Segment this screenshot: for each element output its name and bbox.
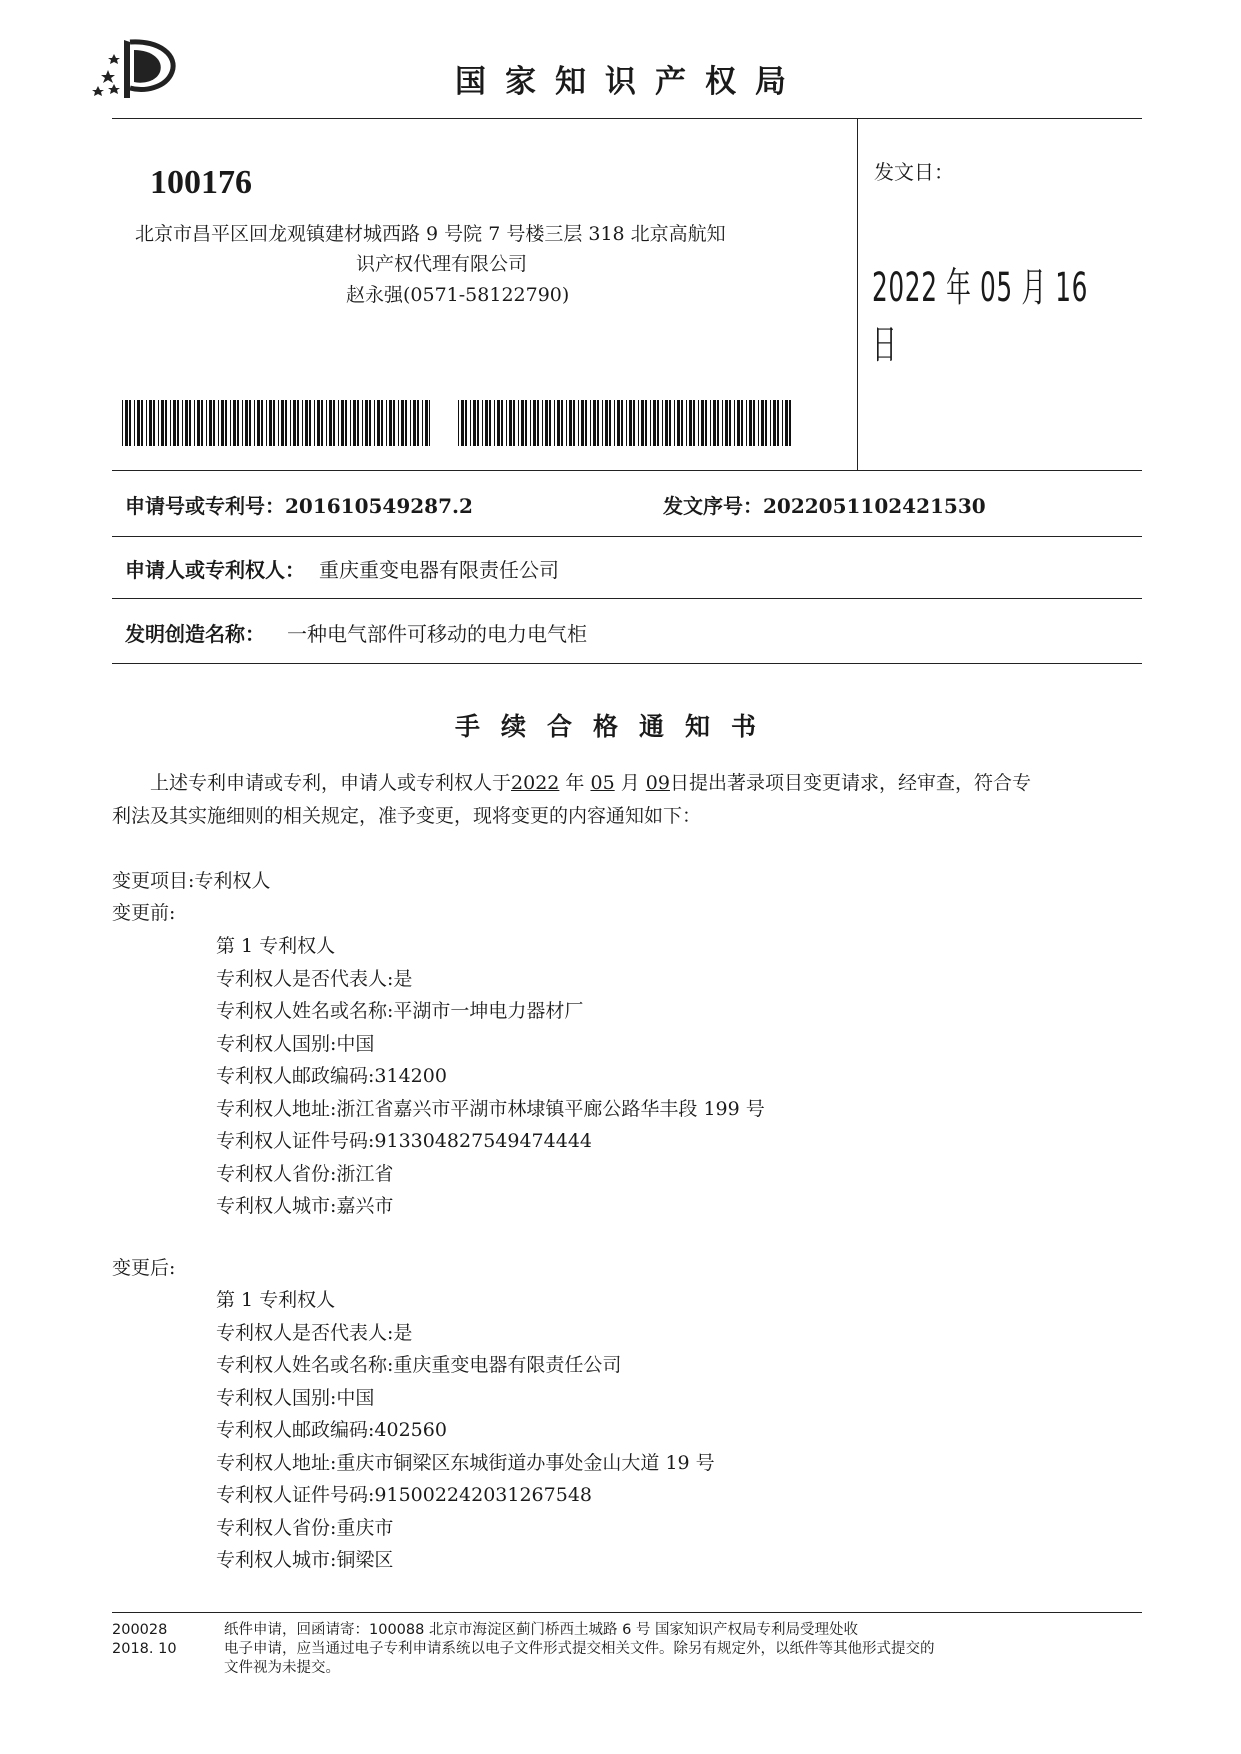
detail-line: 专利权人证件号码:91500224203126754​8: [216, 1484, 592, 1506]
barcode-bar: [329, 400, 332, 446]
barcode-bar: [194, 400, 195, 446]
barcode-bar: [213, 400, 215, 446]
barcode-bar: [197, 400, 200, 446]
application-number-label: 申请号或专利号：: [125, 494, 285, 518]
barcode-bar: [617, 400, 620, 446]
barcode-bar: [650, 400, 651, 446]
detail-line: 专利权人姓名或名称:重庆重变电器有限责任公司: [216, 1354, 622, 1376]
barcode-bar: [561, 400, 563, 446]
barcode-bar: [573, 400, 575, 446]
barcode-bar: [473, 400, 476, 446]
barcode-bar: [125, 400, 128, 446]
barcode-bar: [609, 400, 611, 446]
application-number-row: [125, 490, 473, 519]
barcode-bar: [302, 400, 303, 446]
detail-line: 第 1 专利权人: [216, 935, 336, 957]
detail-line: 专利权人省份:重庆市: [216, 1516, 394, 1539]
footer-line1: 纸件申请，回函请寄：100088 北京市海淀区蓟门桥西土城路 6 号 国家知识产权局专利局受理处收: [224, 1622, 859, 1638]
notice-title: 手续合格通知书: [455, 712, 778, 741]
recipient-address-line1: 北京市昌平区回龙观镇建材城西路 9 号院 7 号楼三层 318 北京高航知: [135, 223, 726, 245]
barcode-bar: [158, 400, 159, 446]
request-day: 09: [645, 772, 670, 794]
barcode-bar: [417, 400, 419, 446]
barcode-bar: [189, 400, 191, 446]
barcode-bar: [741, 400, 743, 446]
barcode-bar: [146, 400, 147, 446]
barcode-bar: [710, 400, 711, 446]
barcode-bar: [321, 400, 323, 446]
barcode-bar: [545, 400, 548, 446]
detail-line: 专利权人地址:浙江省嘉兴市平湖市林埭镇平廊公路华丰段 199 号: [216, 1097, 765, 1120]
barcode-bar: [506, 400, 507, 446]
form-version: 2018. 10: [112, 1641, 177, 1657]
divider: [857, 118, 858, 470]
barcode-bar: [621, 400, 623, 446]
barcode-bar: [206, 400, 207, 446]
barcode-bar: [513, 400, 515, 446]
barcode-bar: [765, 400, 767, 446]
barcode-bar: [422, 400, 423, 446]
barcode-bar: [777, 400, 779, 446]
barcode-bar: [761, 400, 764, 446]
barcode-bar: [362, 400, 363, 446]
barcode-bar: [353, 400, 356, 446]
detail-line: 专利权人证件号码:913304827549474444: [216, 1130, 592, 1152]
barcode-bar: [746, 400, 747, 446]
barcode-bar: [713, 400, 716, 446]
detail-line: 专利权人邮政编码:314200: [216, 1065, 447, 1087]
barcode-bar: [497, 400, 500, 446]
barcode-bar: [309, 400, 311, 446]
barcode-bar: [278, 400, 279, 446]
barcode-bar: [674, 400, 675, 446]
applicant-name: 重庆重变电器有限责任公司: [319, 558, 559, 582]
barcode-bar: [297, 400, 299, 446]
barcode-bar: [722, 400, 723, 446]
detail-line: 专利权人地址:重庆市铜梁区东城街道办事处金山大道 19 号: [216, 1451, 715, 1474]
barcode-bar: [530, 400, 531, 446]
barcode-bar: [161, 400, 164, 446]
barcode-bar: [245, 400, 248, 446]
barcode-bar: [221, 400, 224, 446]
barcode-bar: [293, 400, 296, 446]
recipient-contact: 赵永强(0571-58122790): [346, 284, 570, 306]
barcode-bar: [429, 400, 430, 446]
barcode-bar: [614, 400, 615, 446]
before-label: 变更前:: [112, 902, 176, 924]
barcode-bar: [698, 400, 699, 446]
barcode-bar: [317, 400, 320, 446]
barcode-bar: [554, 400, 555, 446]
barcode-bar: [122, 400, 123, 446]
month-unit: 月: [620, 772, 640, 794]
barcode-bar: [645, 400, 647, 446]
barcode-bar: [501, 400, 503, 446]
barcode-bar: [753, 400, 755, 446]
barcode-bar: [578, 400, 579, 446]
barcode-bar: [398, 400, 399, 446]
barcode-bar: [566, 400, 567, 446]
barcode-bar: [261, 400, 263, 446]
issue-date-label: 发文日：: [874, 160, 954, 184]
barcode-bar: [341, 400, 344, 446]
invention-title: 一种电气部件可移动的电力电气柜: [287, 622, 587, 646]
cnipa-emblem: [90, 30, 185, 100]
barcode-bar: [393, 400, 395, 446]
form-code: 200028: [112, 1622, 168, 1638]
barcode-bar: [149, 400, 152, 446]
request-month: 05: [590, 772, 615, 794]
barcode-bar: [785, 400, 788, 446]
barcode-bar: [693, 400, 695, 446]
invention-label: 发明创造名称：: [125, 622, 265, 646]
barcode-bar: [141, 400, 143, 446]
barcode-bar: [686, 400, 687, 446]
barcode-bar: [633, 400, 635, 446]
barcode-bar: [657, 400, 659, 446]
change-item: 变更项目:专利权人: [112, 870, 271, 892]
barcode-bar: [602, 400, 603, 446]
barcode-bar: [401, 400, 404, 446]
barcode-bar: [129, 400, 131, 446]
barcode-bar: [521, 400, 524, 446]
barcode-bar: [749, 400, 752, 446]
divider: [112, 598, 1142, 599]
barcode-bar: [758, 400, 759, 446]
after-label: 变更后:: [112, 1257, 176, 1279]
barcode-bar: [729, 400, 731, 446]
barcode-bar: [242, 400, 243, 446]
barcode-bar: [314, 400, 315, 446]
barcode-bar: [465, 400, 467, 446]
barcode-bar: [470, 400, 471, 446]
barcode-bar: [134, 400, 135, 446]
barcode-bar: [225, 400, 227, 446]
barcode-bar: [413, 400, 416, 446]
barcode-bar: [638, 400, 639, 446]
barcode-bar: [593, 400, 596, 446]
barcode-bar: [737, 400, 740, 446]
divider: [112, 470, 1142, 471]
barcode-bar: [218, 400, 219, 446]
barcode-bar: [389, 400, 392, 446]
footer-divider: [112, 1612, 1142, 1613]
detail-line: 专利权人姓名或名称:平湖市一坤电力器材厂: [216, 1000, 584, 1022]
barcode-bar: [482, 400, 483, 446]
barcode-bar: [345, 400, 347, 446]
request-year: 2022: [511, 772, 560, 794]
divider: [112, 118, 1142, 119]
barcode-bar: [585, 400, 587, 446]
barcode-bar: [237, 400, 239, 446]
barcode-bar: [386, 400, 387, 446]
detail-line: 专利权人是否代表人:是: [216, 967, 413, 990]
barcode-bar: [350, 400, 351, 446]
barcode-bar: [701, 400, 704, 446]
barcode-bar: [689, 400, 692, 446]
detail-line: 第 1 专利权人: [216, 1289, 336, 1311]
barcode-bar: [489, 400, 491, 446]
barcode-bar: [365, 400, 368, 446]
barcode-bar: [269, 400, 272, 446]
barcode-bar: [725, 400, 728, 446]
barcode-bar: [597, 400, 599, 446]
barcode-bar: [782, 400, 783, 446]
barcode-bar: [653, 400, 656, 446]
barcode-bar: [165, 400, 167, 446]
detail-line: 专利权人城市:嘉兴市: [216, 1195, 394, 1217]
barcode-bar: [285, 400, 287, 446]
barcode-bar: [477, 400, 479, 446]
barcode-bar: [669, 400, 671, 446]
barcode-bar: [542, 400, 543, 446]
barcode-bar: [185, 400, 188, 446]
serial-number: 2022051102421530: [763, 494, 986, 518]
barcode-bar: [485, 400, 488, 446]
barcode-bar: [557, 400, 560, 446]
barcode-bar: [458, 400, 459, 446]
year-unit: 年: [565, 772, 585, 794]
barcode-bar: [509, 400, 512, 446]
barcode-bar: [137, 400, 140, 446]
barcode-left: [122, 400, 430, 446]
barcode-bar: [377, 400, 380, 446]
barcode-bar: [249, 400, 251, 446]
barcode-bar: [461, 400, 464, 446]
barcode-bar: [681, 400, 683, 446]
barcode-bar: [381, 400, 383, 446]
barcode-bar: [717, 400, 719, 446]
barcode-bar: [590, 400, 591, 446]
barcode-bar: [209, 400, 212, 446]
barcode-bar: [533, 400, 536, 446]
barcode-bar: [201, 400, 203, 446]
recipient-address-line2: 识产权代理有限公司: [356, 253, 528, 275]
footer-line3: 文件视为未提交。: [224, 1660, 340, 1676]
barcode-bar: [773, 400, 776, 446]
applicant-label: 申请人或专利权人：: [125, 558, 305, 582]
barcode-bar: [177, 400, 179, 446]
barcode-right: [458, 400, 792, 446]
barcode-bar: [170, 400, 171, 446]
barcode-bar: [230, 400, 231, 446]
serial-number-row: [663, 490, 986, 519]
postcode: 100176: [150, 164, 252, 201]
barcode-bar: [333, 400, 335, 446]
intro-text: 上述专利申请或专利，申请人或专利权人于: [150, 772, 512, 794]
barcode-bar: [734, 400, 735, 446]
barcode-bar: [518, 400, 519, 446]
barcode-bar: [789, 400, 791, 446]
barcode-bar: [326, 400, 327, 446]
barcode-bar: [273, 400, 275, 446]
barcode-bar: [665, 400, 668, 446]
detail-line: 专利权人是否代表人:是: [216, 1321, 413, 1344]
barcode-bar: [305, 400, 308, 446]
detail-line: 专利权人国别:中国: [216, 1386, 375, 1409]
notice-intro: [112, 767, 1142, 800]
barcode-bar: [233, 400, 236, 446]
detail-line: 专利权人省份:浙江省: [216, 1162, 394, 1185]
issue-date: 2022 年 05 月 16 日: [872, 265, 1089, 368]
detail-line: 专利权人城市:铜梁区: [216, 1549, 394, 1571]
agency-name: 国家知识产权局: [455, 64, 805, 100]
barcode-bar: [549, 400, 551, 446]
intro-text-cont: 日提出著录项目变更请求，经审查，符合专: [669, 772, 1031, 794]
serial-number-label: 发文序号：: [663, 494, 763, 518]
footer-line2: 电子申请，应当通过电子专利申请系统以电子文件形式提交相关文件。除另有规定外，以纸件等其他形式提交的: [224, 1641, 935, 1657]
barcode-bar: [581, 400, 584, 446]
barcode-bar: [405, 400, 407, 446]
barcode-bar: [338, 400, 339, 446]
barcode-bar: [525, 400, 527, 446]
notice-intro-line2: 利法及其实施细则的相关规定，准予变更，现将变更的内容通知如下：: [112, 805, 702, 827]
divider: [112, 663, 1142, 664]
barcode-bar: [357, 400, 359, 446]
application-number: 201610549287.2: [285, 494, 473, 518]
barcode-bar: [770, 400, 771, 446]
barcode-bar: [494, 400, 495, 446]
barcode-bar: [641, 400, 644, 446]
barcode-bar: [626, 400, 627, 446]
barcode-bar: [173, 400, 176, 446]
detail-line: 专利权人邮政编码:402560: [216, 1419, 447, 1441]
barcode-bar: [662, 400, 663, 446]
barcode-bar: [705, 400, 707, 446]
barcode-bar: [537, 400, 539, 446]
barcode-bar: [153, 400, 155, 446]
divider: [112, 536, 1142, 537]
detail-line: 专利权人国别:中国: [216, 1032, 375, 1055]
barcode-bar: [374, 400, 375, 446]
barcode-bar: [629, 400, 632, 446]
barcode-bar: [425, 400, 428, 446]
barcode-bar: [605, 400, 608, 446]
barcode-bar: [257, 400, 260, 446]
barcode-bar: [677, 400, 680, 446]
barcode-bar: [266, 400, 267, 446]
barcode-bar: [369, 400, 371, 446]
barcode-bar: [254, 400, 255, 446]
barcode-bar: [182, 400, 183, 446]
barcode-bar: [290, 400, 291, 446]
barcode-bar: [281, 400, 284, 446]
applicant-row: [125, 554, 559, 583]
barcode-bar: [569, 400, 572, 446]
invention-row: [125, 618, 587, 647]
barcode-bar: [410, 400, 411, 446]
